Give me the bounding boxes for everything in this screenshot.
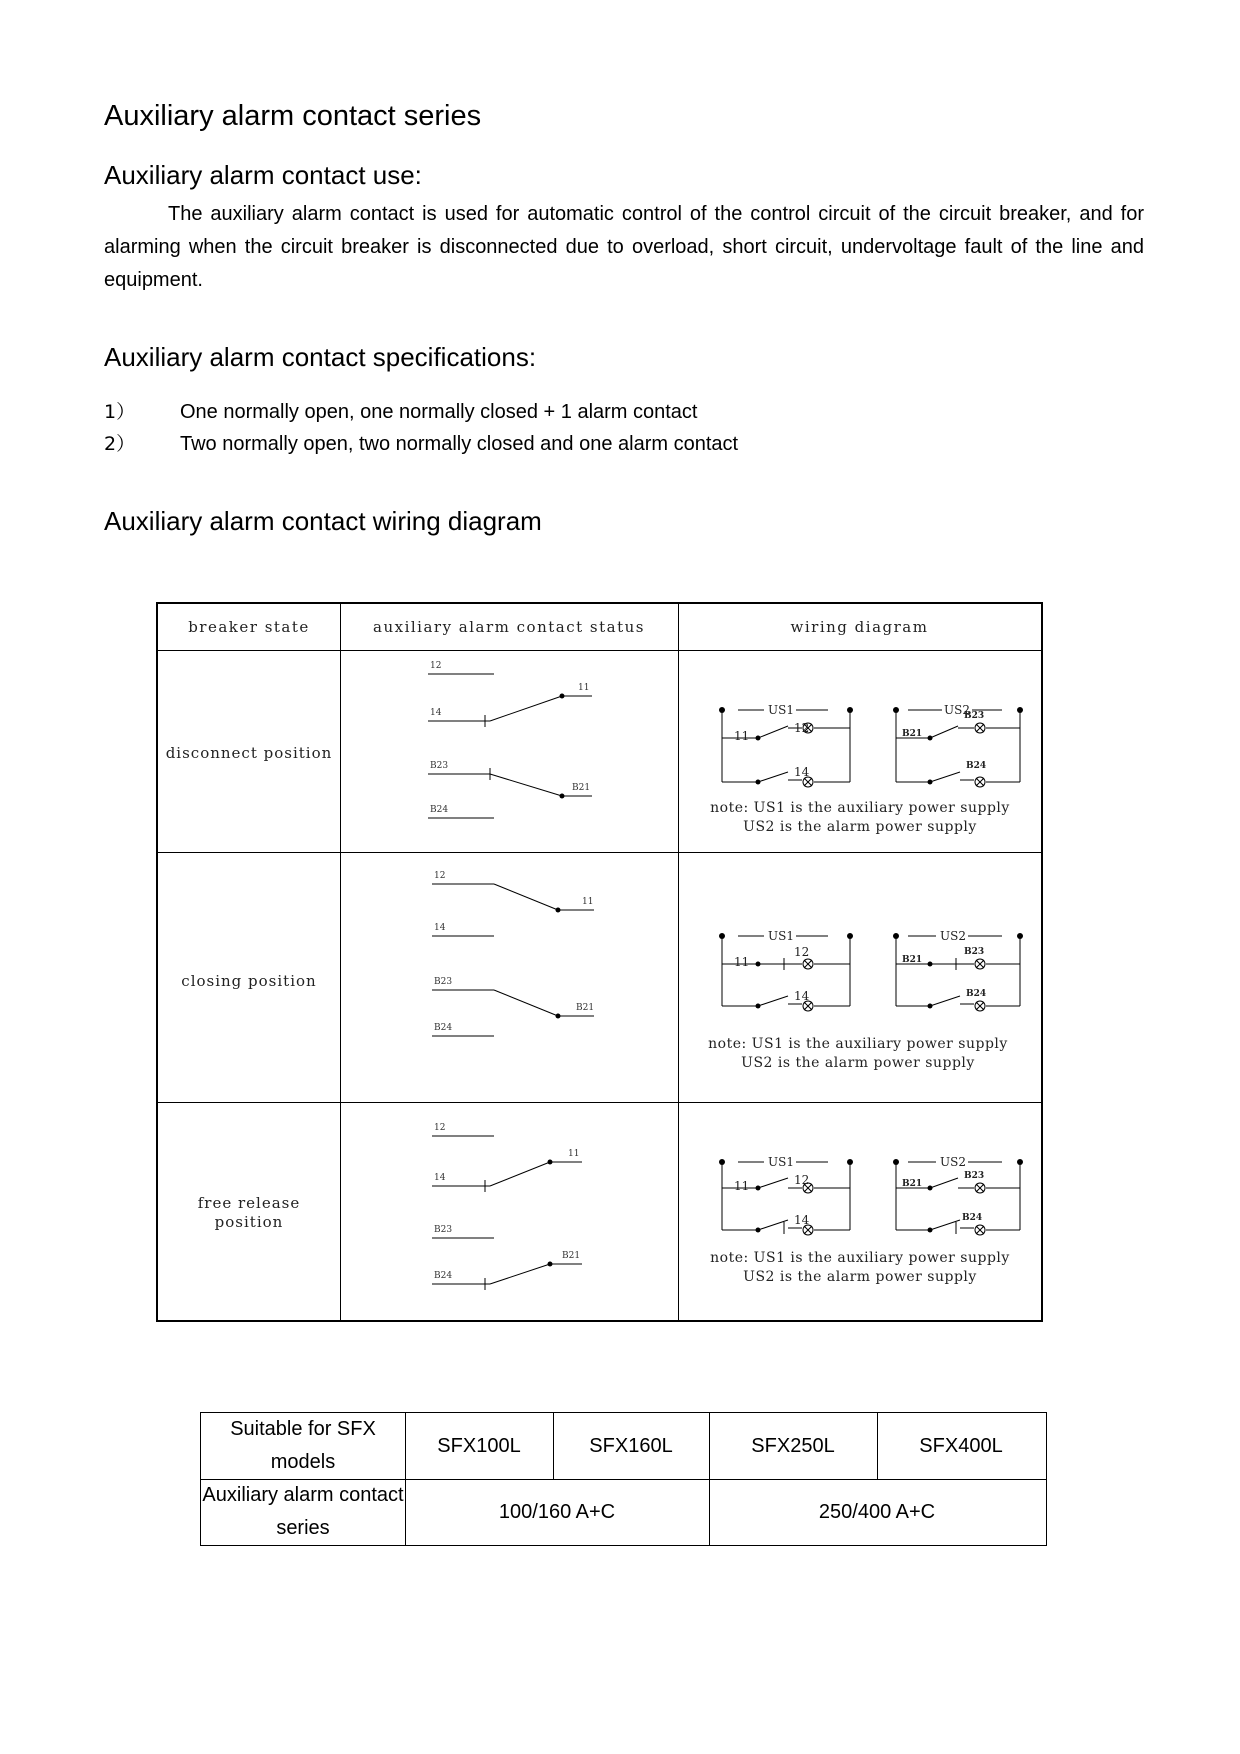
wiring-diagram-free-release xyxy=(680,1104,1040,1320)
spec-item-text: Two normally open, two normally closed and one alarm contact xyxy=(180,433,739,455)
header-contact-status: auxiliary alarm contact status xyxy=(373,618,645,636)
wiring-label: 11 xyxy=(734,729,750,743)
contact-label: B24 xyxy=(434,1271,453,1281)
wiring-label: B23 xyxy=(964,947,985,957)
state-free-release xyxy=(158,1194,340,1232)
contact-label: 12 xyxy=(434,1123,446,1133)
series-cell: 100/160 A+C xyxy=(498,1500,616,1523)
row-divider xyxy=(158,650,1041,651)
wiring-label: 14 xyxy=(794,765,810,779)
use-heading: Auxiliary alarm contact use: xyxy=(104,160,422,190)
contact-status-diagram-disconnect xyxy=(342,652,676,850)
state-label: closing position xyxy=(181,972,317,990)
wiring-label-us2: US2 xyxy=(940,1155,966,1169)
contact-label: 14 xyxy=(434,1173,446,1183)
contact-label: 11 xyxy=(578,683,590,693)
row-divider xyxy=(158,852,1041,853)
wiring-note-line1: note: US1 is the auxiliary power supply xyxy=(708,1036,1008,1052)
contact-label: B23 xyxy=(434,977,453,987)
model-cell: SFX400L xyxy=(919,1434,1003,1457)
contact-label: B23 xyxy=(430,761,449,771)
wiring-diagram-closing xyxy=(680,854,1040,1100)
wiring-label: 12 xyxy=(794,1173,810,1187)
spec-heading: Auxiliary alarm contact specifications: xyxy=(104,342,537,372)
spec-item-number: 2） xyxy=(104,433,136,455)
contact-label: 12 xyxy=(430,661,442,671)
state-disconnect xyxy=(158,744,340,763)
wiring-note-line2: US2 is the alarm power supply xyxy=(743,819,977,835)
use-paragraph xyxy=(104,198,1144,297)
contact-status-diagram-free-release xyxy=(342,1104,676,1320)
wiring-label: B21 xyxy=(902,1179,923,1189)
state-label: free release xyxy=(197,1194,301,1212)
page-title: Auxiliary alarm contact series xyxy=(104,100,482,132)
contact-label: B24 xyxy=(434,1023,453,1033)
contact-label: B21 xyxy=(576,1003,595,1013)
contact-label: 14 xyxy=(434,923,446,933)
use-text: The auxiliary alarm contact is used for automatic control of the control circuit of the circuit breaker, and for alarming when the circuit breaker is disconnected due to overload, short circuit, undervoltage fault of the line and equipment. xyxy=(104,203,1144,291)
spec-item xyxy=(104,397,1004,424)
header-wiring-diagram: wiring diagram xyxy=(790,618,929,636)
wiring-label: B21 xyxy=(902,955,923,965)
spec-item xyxy=(104,429,1004,456)
contact-status-diagram-closing xyxy=(342,854,676,1100)
wiring-note-line1: note: US1 is the auxiliary power supply xyxy=(710,1250,1010,1266)
series-row-label: Auxiliary alarm contact series xyxy=(202,1484,404,1539)
wiring-label-us2: US2 xyxy=(944,703,970,717)
wiring-label-us1: US1 xyxy=(768,929,794,943)
wiring-label: B23 xyxy=(964,1171,985,1181)
spec-item-text: One normally open, one normally closed + 1 alarm contact xyxy=(180,401,698,423)
contact-label: 11 xyxy=(582,897,594,907)
wiring-label: 12 xyxy=(794,945,810,959)
wiring-label-us1: US1 xyxy=(768,1155,794,1169)
wiring-label: B21 xyxy=(902,729,923,739)
wiring-label: B24 xyxy=(966,989,987,999)
wiring-label: 14 xyxy=(794,1213,810,1227)
models-row-label: Suitable for SFX models xyxy=(230,1418,376,1473)
wiring-note-line2: US2 is the alarm power supply xyxy=(741,1055,975,1071)
series-cell: 250/400 A+C xyxy=(818,1500,936,1523)
state-label: disconnect position xyxy=(165,744,333,762)
header-breaker-state: breaker state xyxy=(188,618,310,636)
wiring-table xyxy=(156,602,1043,1322)
column-divider xyxy=(340,604,341,1320)
wiring-label: 11 xyxy=(734,1179,750,1193)
wiring-label: 11 xyxy=(734,955,750,969)
wiring-label-us1: US1 xyxy=(768,703,794,717)
contact-label: B23 xyxy=(434,1225,453,1235)
wiring-label: B24 xyxy=(966,761,987,771)
state-label: position xyxy=(214,1213,284,1231)
wiring-label: B23 xyxy=(964,711,985,721)
contact-label: 12 xyxy=(434,871,446,881)
wiring-label: 14 xyxy=(794,989,810,1003)
contact-label: 11 xyxy=(568,1149,580,1159)
contact-label: B24 xyxy=(430,805,449,815)
column-divider xyxy=(678,604,679,1320)
row-divider xyxy=(158,1102,1041,1103)
wiring-label: 12 xyxy=(794,721,810,735)
wiring-note-line2: US2 is the alarm power supply xyxy=(743,1269,977,1285)
wiring-diagram-disconnect xyxy=(680,652,1040,850)
wiring-label-us2: US2 xyxy=(940,929,966,943)
models-table xyxy=(200,1412,1047,1546)
model-cell: SFX100L xyxy=(437,1434,521,1457)
contact-label: 14 xyxy=(430,708,442,718)
model-cell: SFX160L xyxy=(589,1434,673,1457)
spec-item-number: 1） xyxy=(104,401,136,423)
wiring-heading: Auxiliary alarm contact wiring diagram xyxy=(104,506,542,536)
contact-label: B21 xyxy=(562,1251,581,1261)
model-cell: SFX250L xyxy=(751,1434,835,1457)
wiring-label: B24 xyxy=(962,1213,983,1223)
wiring-note-line1: note: US1 is the auxiliary power supply xyxy=(710,800,1010,816)
state-closing xyxy=(158,972,340,991)
contact-label: B21 xyxy=(572,783,591,793)
